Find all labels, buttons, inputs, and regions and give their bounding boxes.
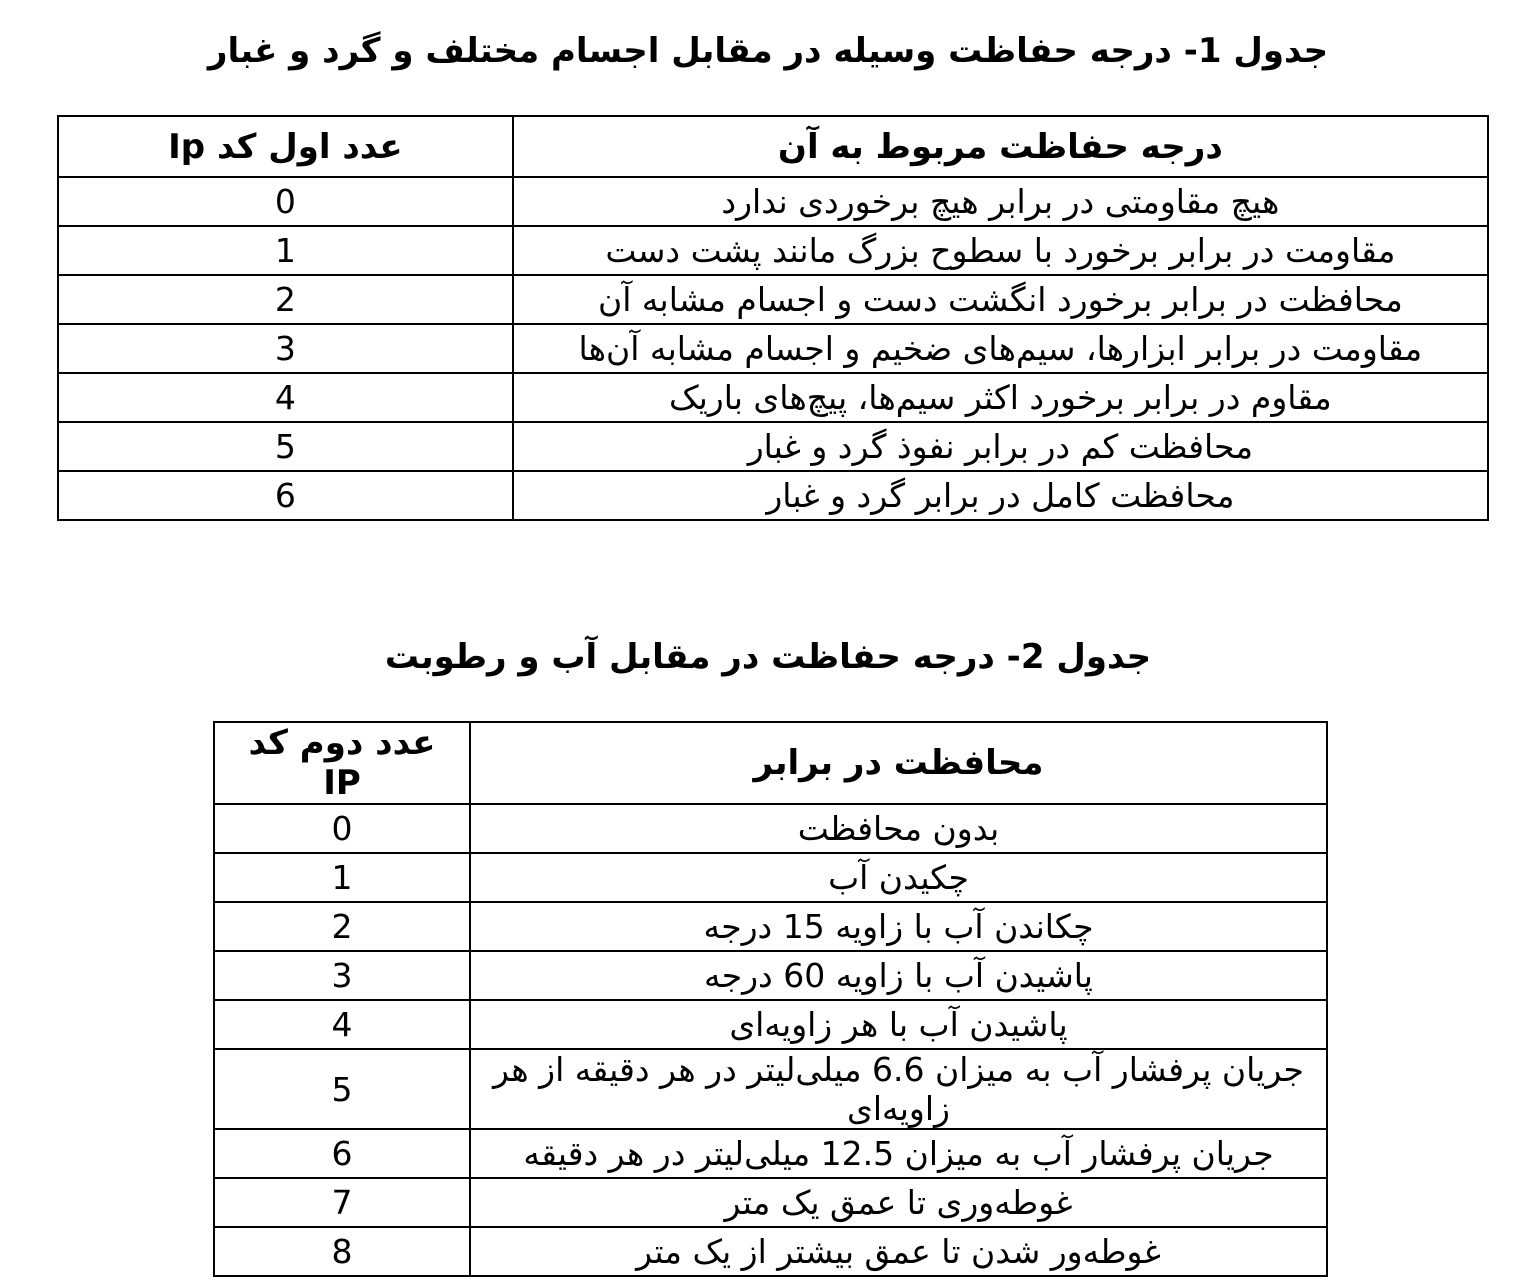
table-cell-code: 7: [214, 1178, 470, 1227]
table-cell-code: 4: [214, 1000, 470, 1049]
table-row: [214, 853, 1327, 902]
table1-header-row: [58, 116, 1488, 177]
table-cell-code: 0: [214, 804, 470, 853]
table-cell-desc: پاشیدن آب با هر زاویه‌ای: [470, 1000, 1327, 1049]
ip-second-digit-table: [213, 721, 1328, 1277]
table-row: [214, 951, 1327, 1000]
table-cell-desc: پاشیدن آب با زاویه 60 درجه: [470, 951, 1327, 1000]
table-cell-desc: هیچ مقاومتی در برابر هیچ برخوردی ندارد: [513, 177, 1488, 226]
table-row: [214, 1129, 1327, 1178]
table-row: [214, 1178, 1327, 1227]
table-row: [58, 324, 1488, 373]
table-row: [214, 1049, 1327, 1129]
table-cell-code: 4: [58, 373, 513, 422]
table-cell-code: 5: [58, 422, 513, 471]
table-cell-code: 0: [58, 177, 513, 226]
table-cell-code: 3: [214, 951, 470, 1000]
table2-header-desc: محافظت در برابر: [470, 722, 1327, 804]
table-row: [58, 373, 1488, 422]
table-cell-desc: مقاومت در برابر ابزارها، سیم‌های ضخیم و اجسام مشابه آن‌ها: [513, 324, 1488, 373]
table2-header-row: [214, 722, 1327, 804]
table-row: [58, 471, 1488, 520]
table-cell-desc: جریان پرفشار آب به میزان 12.5 میلی‌لیتر در هر دقیقه: [470, 1129, 1327, 1178]
table-row: [58, 422, 1488, 471]
table-cell-desc: غوطه‌ور شدن تا عمق بیشتر از یک متر: [470, 1227, 1327, 1276]
table-cell-code: 6: [58, 471, 513, 520]
table1-header-desc: درجه حفاظت مربوط به آن: [513, 116, 1488, 177]
table-cell-desc: محافظت کم در برابر نفوذ گرد و غبار: [513, 422, 1488, 471]
table2-title: جدول 2- درجه حفاظت در مقابل آب و رطوبت: [384, 637, 1152, 677]
table-cell-code: 2: [58, 275, 513, 324]
table-row: [214, 1227, 1327, 1276]
table1-title: جدول 1- درجه حفاظت وسیله در مقابل اجسام مختلف و گرد و غبار: [207, 31, 1329, 71]
table-cell-desc: چکیدن آب: [470, 853, 1327, 902]
table-cell-desc: مقاوم در برابر برخورد اکثر سیم‌ها، پیچ‌های باریک: [513, 373, 1488, 422]
table-cell-desc: محافظت در برابر برخورد انگشت دست و اجسام مشابه آن: [513, 275, 1488, 324]
table-row: [214, 804, 1327, 853]
table-row: [58, 275, 1488, 324]
table2-header-code: عدد دوم کد IP: [214, 722, 470, 804]
table-cell-desc: غوطه‌وری تا عمق یک متر: [470, 1178, 1327, 1227]
table-row: [58, 177, 1488, 226]
table2-container: [213, 721, 1328, 1277]
table-row: [58, 226, 1488, 275]
table-cell-desc: چکاندن آب با زاویه 15 درجه: [470, 902, 1327, 951]
table-row: [214, 902, 1327, 951]
table1-container: [57, 115, 1489, 521]
table-cell-desc: جریان پرفشار آب به میزان 6.6 میلی‌لیتر در هر دقیقه از هر زاویه‌ای: [470, 1049, 1327, 1129]
table-cell-code: 2: [214, 902, 470, 951]
table-cell-code: 3: [58, 324, 513, 373]
table-cell-desc: بدون محافظت: [470, 804, 1327, 853]
table1-header-code: عدد اول کد Ip: [58, 116, 513, 177]
table-cell-code: 5: [214, 1049, 470, 1129]
table-cell-code: 6: [214, 1129, 470, 1178]
table-cell-desc: مقاومت در برابر برخورد با سطوح بزرگ مانند پشت دست: [513, 226, 1488, 275]
table-cell-code: 1: [214, 853, 470, 902]
table-cell-code: 8: [214, 1227, 470, 1276]
table-cell-desc: محافظت کامل در برابر گرد و غبار: [513, 471, 1488, 520]
table-row: [214, 1000, 1327, 1049]
table-cell-code: 1: [58, 226, 513, 275]
ip-first-digit-table: [57, 115, 1489, 521]
